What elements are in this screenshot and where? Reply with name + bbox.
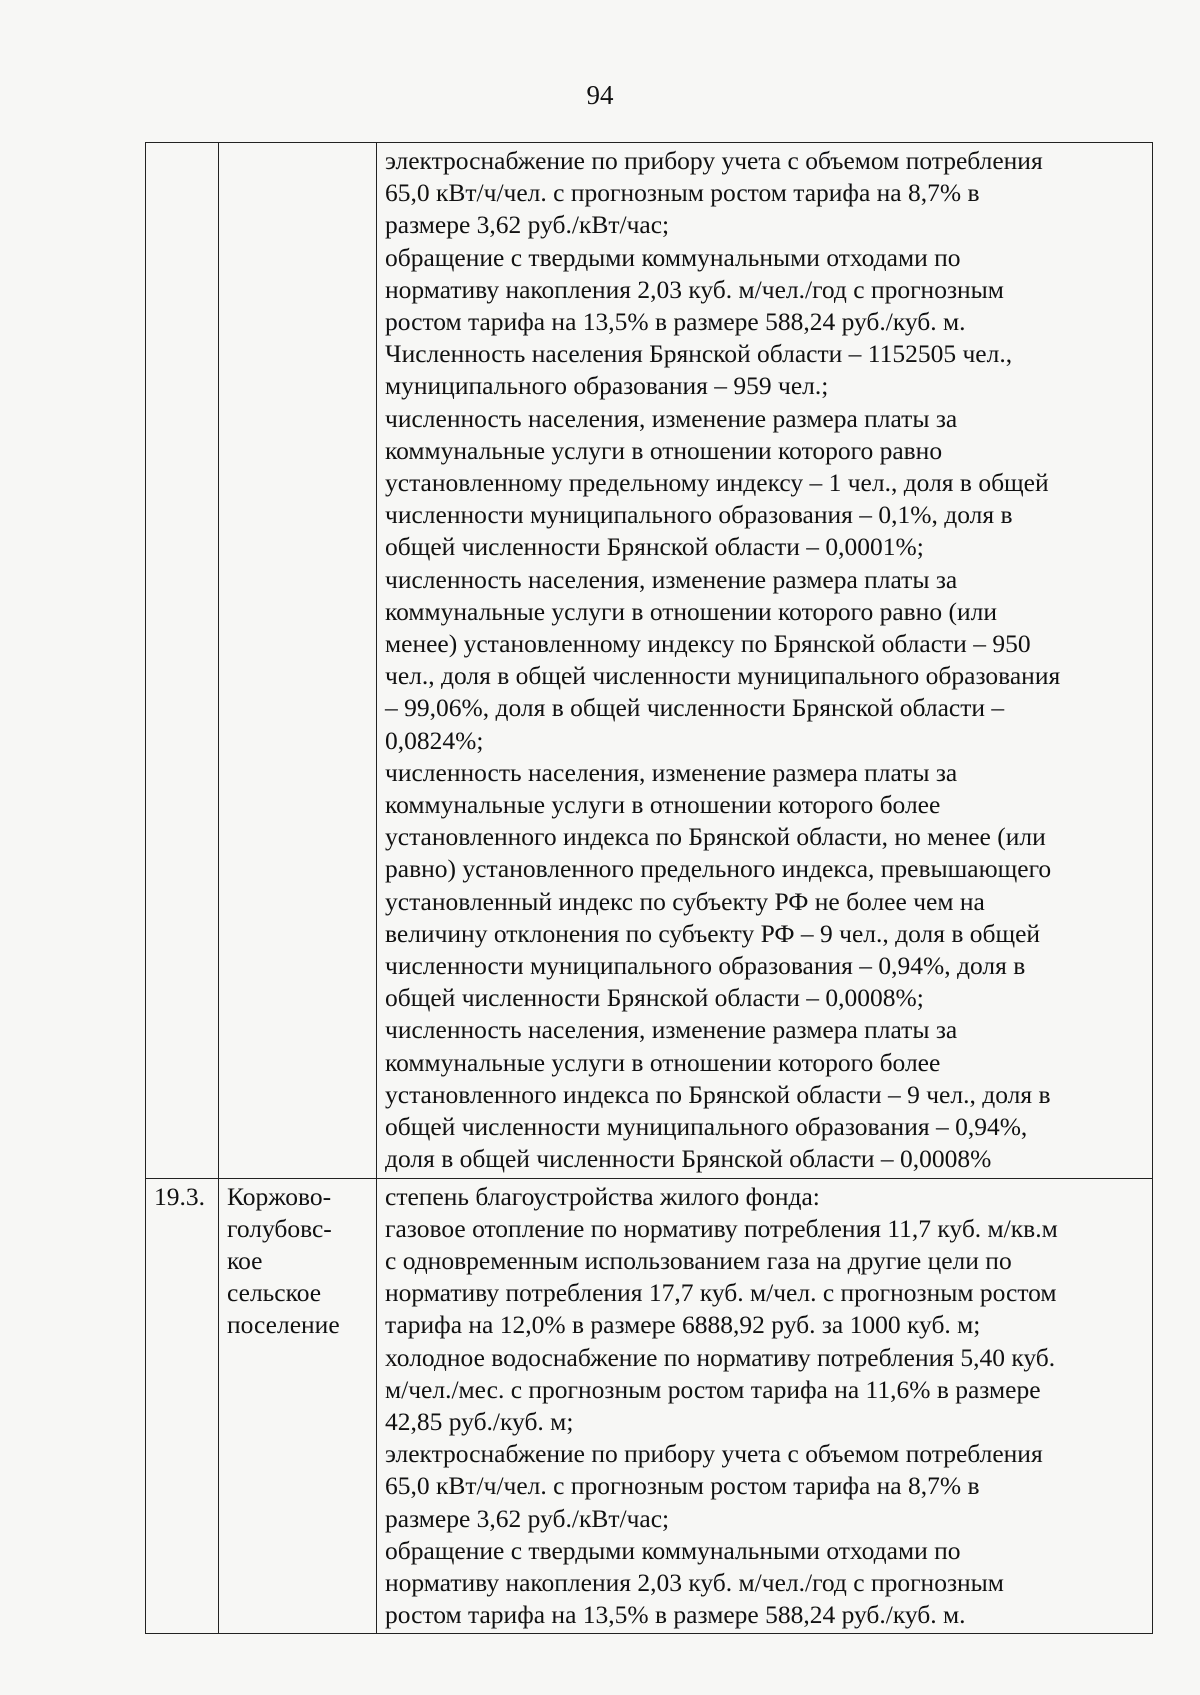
description-line: 65,0 кВт/ч/чел. с прогнозным ростом тарифа на 8,7% в bbox=[385, 178, 980, 208]
description-line: электроснабжение по прибору учета с объемом потребления bbox=[385, 146, 1043, 175]
description-cell bbox=[377, 1178, 1153, 1634]
description-line: численность населения, изменение размера платы за bbox=[385, 564, 958, 594]
description-line: коммунальные услуги в отношении которого равно bbox=[385, 435, 943, 465]
description-line: численности муниципального образования – 0,1%, доля в bbox=[385, 500, 1013, 530]
municipality-name-cell bbox=[219, 143, 377, 1179]
description-line: менее) установленному индексу по Брянской области – 950 bbox=[385, 629, 1031, 659]
description-line: – 99,06%, доля в общей численности Брянской области – bbox=[385, 693, 1005, 723]
description-line: нормативу накопления 2,03 куб. м/чел./год с прогнозным bbox=[385, 274, 1004, 304]
description-line: Численность населения Брянской области – 1152505 чел., bbox=[385, 339, 1013, 369]
description-line: ростом тарифа на 13,5% в размере 588,24 руб./куб. м. bbox=[385, 307, 966, 337]
description-line: тарифа на 12,0% в размере 6888,92 руб. за 1000 куб. м; bbox=[385, 1310, 981, 1340]
municipality-name-cell bbox=[219, 1178, 377, 1634]
description-line: 65,0 кВт/ч/чел. с прогнозным ростом тарифа на 8,7% в bbox=[385, 1471, 980, 1501]
description-line: 42,85 руб./куб. м; bbox=[385, 1406, 574, 1436]
description-line: коммунальные услуги в отношении которого более bbox=[385, 790, 941, 820]
description-line: нормативу потребления 17,7 куб. м/чел. с прогнозным ростом bbox=[385, 1278, 1057, 1308]
description-line: обращение с твердыми коммунальными отходами по bbox=[385, 242, 961, 272]
description-line: степень благоустройства жилого фонда: bbox=[385, 1181, 820, 1211]
description-line: общей численности муниципального образования – 0,94%, bbox=[385, 1112, 1028, 1142]
description-line: газовое отопление по нормативу потребления 11,7 куб. м/кв.м bbox=[385, 1213, 1058, 1243]
description-line: общей численности Брянской области – 0,0001%; bbox=[385, 532, 924, 562]
data-table bbox=[145, 142, 1153, 1634]
description-line: величину отклонения по субъекту РФ – 9 чел., доля в общей bbox=[385, 918, 1041, 948]
description-line: нормативу накопления 2,03 куб. м/чел./год с прогнозным bbox=[385, 1567, 1004, 1597]
description-line: коммунальные услуги в отношении которого более bbox=[385, 1047, 941, 1077]
description-line: численность населения, изменение размера платы за bbox=[385, 1015, 958, 1045]
municipality-name-line: Коржово- bbox=[227, 1181, 332, 1211]
description-line: обращение с твердыми коммунальными отходами по bbox=[385, 1535, 961, 1565]
description-line: коммунальные услуги в отношении которого равно (или bbox=[385, 596, 997, 626]
description-line: установленному предельному индексу – 1 чел., доля в общей bbox=[385, 468, 1049, 498]
municipality-name-line: голубовс- bbox=[227, 1213, 332, 1243]
row-number: 19.3. bbox=[154, 1181, 205, 1211]
description-line: холодное водоснабжение по нормативу потребления 5,40 куб. bbox=[385, 1342, 1056, 1372]
municipality-name-line: кое bbox=[227, 1245, 263, 1275]
description-line: численность населения, изменение размера платы за bbox=[385, 757, 958, 787]
description-line: размере 3,62 руб./кВт/час; bbox=[385, 210, 670, 240]
page-number: 94 bbox=[586, 80, 614, 110]
description-line: 0,0824%; bbox=[385, 725, 484, 755]
description-line: чел., доля в общей численности муниципального образования bbox=[385, 661, 1061, 691]
description-line: м/чел./мес. с прогнозным ростом тарифа на 11,6% в размере bbox=[385, 1374, 1041, 1404]
description-line: установленного индекса по Брянской области, но менее (или bbox=[385, 822, 1046, 852]
description-line: ростом тарифа на 13,5% в размере 588,24 руб./куб. м. bbox=[385, 1600, 966, 1630]
table-row bbox=[146, 143, 1153, 1179]
row-number-cell bbox=[146, 143, 219, 1179]
description-line: доля в общей численности Брянской области – 0,0008% bbox=[385, 1144, 992, 1174]
description-line: размере 3,62 руб./кВт/час; bbox=[385, 1503, 670, 1533]
table-row bbox=[146, 1178, 1153, 1634]
table-body bbox=[146, 143, 1153, 1634]
description-line: муниципального образования – 959 чел.; bbox=[385, 371, 829, 401]
description-line: численности муниципального образования – 0,94%, доля в bbox=[385, 951, 1026, 981]
description-line: электроснабжение по прибору учета с объемом потребления bbox=[385, 1439, 1043, 1469]
municipality-name-line: сельское bbox=[227, 1278, 322, 1308]
description-line: установленного индекса по Брянской области – 9 чел., доля в bbox=[385, 1079, 1051, 1109]
row-number-cell bbox=[146, 1178, 219, 1634]
description-line: общей численности Брянской области – 0,0008%; bbox=[385, 983, 924, 1013]
description-line: равно) установленного предельного индекса, превышающего bbox=[385, 854, 1052, 884]
description-line: с одновременным использованием газа на другие цели по bbox=[385, 1245, 1012, 1275]
description-cell bbox=[377, 143, 1153, 1179]
description-line: установленный индекс по субъекту РФ не более чем на bbox=[385, 886, 985, 916]
municipality-name-line: поселение bbox=[227, 1310, 340, 1340]
description-line: численность населения, изменение размера платы за bbox=[385, 403, 958, 433]
